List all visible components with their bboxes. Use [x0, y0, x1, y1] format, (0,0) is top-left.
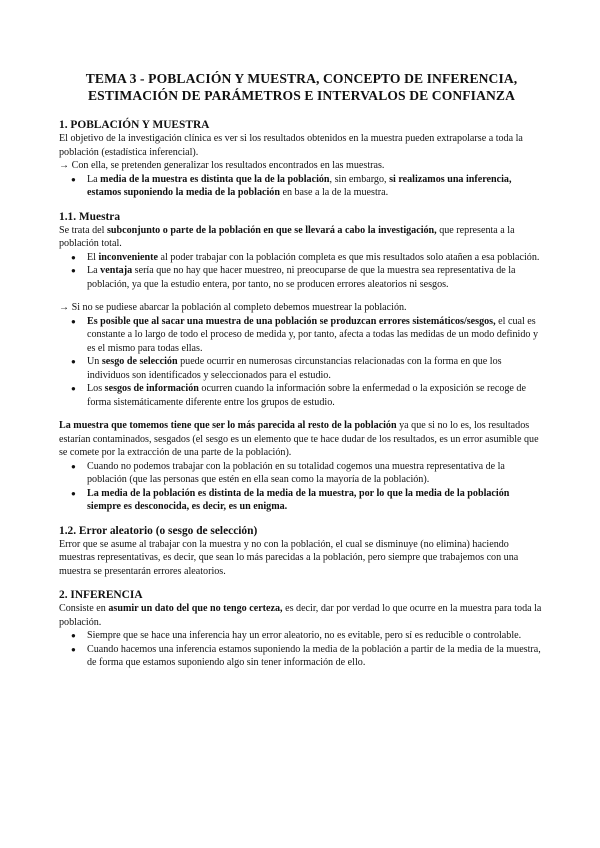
list-item: ● Cuando hacemos una inferencia estamos suponiendo la media de la población a partir de la media de la muestra, de forma que estamos suponiendo algo sin tener información de ello. [87, 643, 544, 670]
list-item: ● Los sesgos de información ocurren cuando la información sobre la enfermedad o la exposición se recoge de forma sistemáticamente diferente entre los grupos de estudio. [87, 382, 544, 409]
paragraph: La muestra que tomemos tiene que ser lo más parecida al resto de la población ya que si no lo es, los resultados estarían contaminados, sesgados (el sesgo es un elemento que te hace dudar de los resultados, es un error asumible que se comete por la extracción de una parte de la población). [59, 420, 539, 458]
bullet-list [59, 629, 544, 670]
list-item: ● Siempre que se hace una inferencia hay un error aleatorio, no es evitable, pero sí es reducible o controlable. [87, 629, 544, 643]
bullet-list [59, 251, 544, 292]
paragraph: → Con ella, se pretenden generalizar los resultados encontrados en las muestras. [59, 160, 385, 171]
list-item: ● La media de la muestra es distinta que la de la población, sin embargo, si realizamos una inferencia, estamos suponiendo la media de la población en base a la de la muestra. [87, 173, 544, 200]
paragraph: El objetivo de la investigación clínica es ver si los resultados obtenidos en la muestra pueden extrapolarse a toda la población (estadística inferencial). [59, 133, 523, 158]
paragraph: Error que se asume al trabajar con la muestra y no con la población, el cual se disminuye (no elimina) haciendo muestras representativas, es decir, que sean lo más parecidas a la población, pero siempre que trabajemos con una muestra se presentarán errores aleatorios. [59, 538, 519, 577]
section-heading-inferencia: 2. INFERENCIA [59, 589, 143, 601]
list-item: ● Un sesgo de selección puede ocurrir en numerosas circunstancias relacionadas con la forma en que los individuos son identificados y seleccionados para el estudio. [87, 355, 544, 382]
bullet-list [59, 460, 544, 514]
title-line-1: TEMA 3 - POBLACIÓN Y MUESTRA, CONCEPTO DE INFERENCIA, [85, 71, 518, 86]
paragraph: Consiste en asumir un dato del que no tengo certeza, es decir, dar por verdad lo que ocurre en la muestra para toda la población. [59, 603, 542, 628]
list-item: ● La media de la población es distinta de la media de la muestra, por lo que la media de la población siempre es desconocida, es decir, es un enigma. [87, 487, 544, 514]
title-line-2: ESTIMACIÓN DE PARÁMETROS E INTERVALOS DE CONFIANZA [88, 88, 515, 103]
bullet-list [59, 315, 544, 410]
list-item: ● El inconveniente al poder trabajar con la población completa es que mis resultados solo atañen a esa población. [87, 251, 544, 265]
paragraph: → Si no se pudiese abarcar la población al completo debemos muestrear la población. [59, 302, 407, 313]
section-heading-muestra: 1.1. Muestra [59, 210, 121, 223]
document-page [59, 70, 544, 670]
bullet-list [59, 173, 544, 200]
section-heading-error-aleatorio: 1.2. Error aleatorio (o sesgo de selección) [59, 524, 258, 537]
list-item: ● Es posible que al sacar una muestra de una población se produzcan errores sistemáticos/sesgos, el cual es constante a lo largo de todo el proceso de medida y, por tanto, afecta a todas las medidas de un modo definido y es el mismo para todas ellas. [87, 315, 544, 356]
list-item: ● Cuando no podemos trabajar con la población en su totalidad cogemos una muestra representativa de la población (que las personas que estén en ella sean como la mayoría de la población). [87, 460, 544, 487]
list-item: ● La ventaja sería que no hay que hacer muestreo, ni preocuparse de que la muestra sea representativa de la población, ya que la estudio entera, por tanto, no se producen errores aleatorios ni sesgos. [87, 264, 544, 291]
section-heading-poblacion-muestra: 1. POBLACIÓN Y MUESTRA [59, 119, 210, 131]
paragraph: Se trata del subconjunto o parte de la población en que se llevará a cabo la investigación, que representa a la población total. [59, 224, 515, 249]
document-title [59, 70, 544, 104]
